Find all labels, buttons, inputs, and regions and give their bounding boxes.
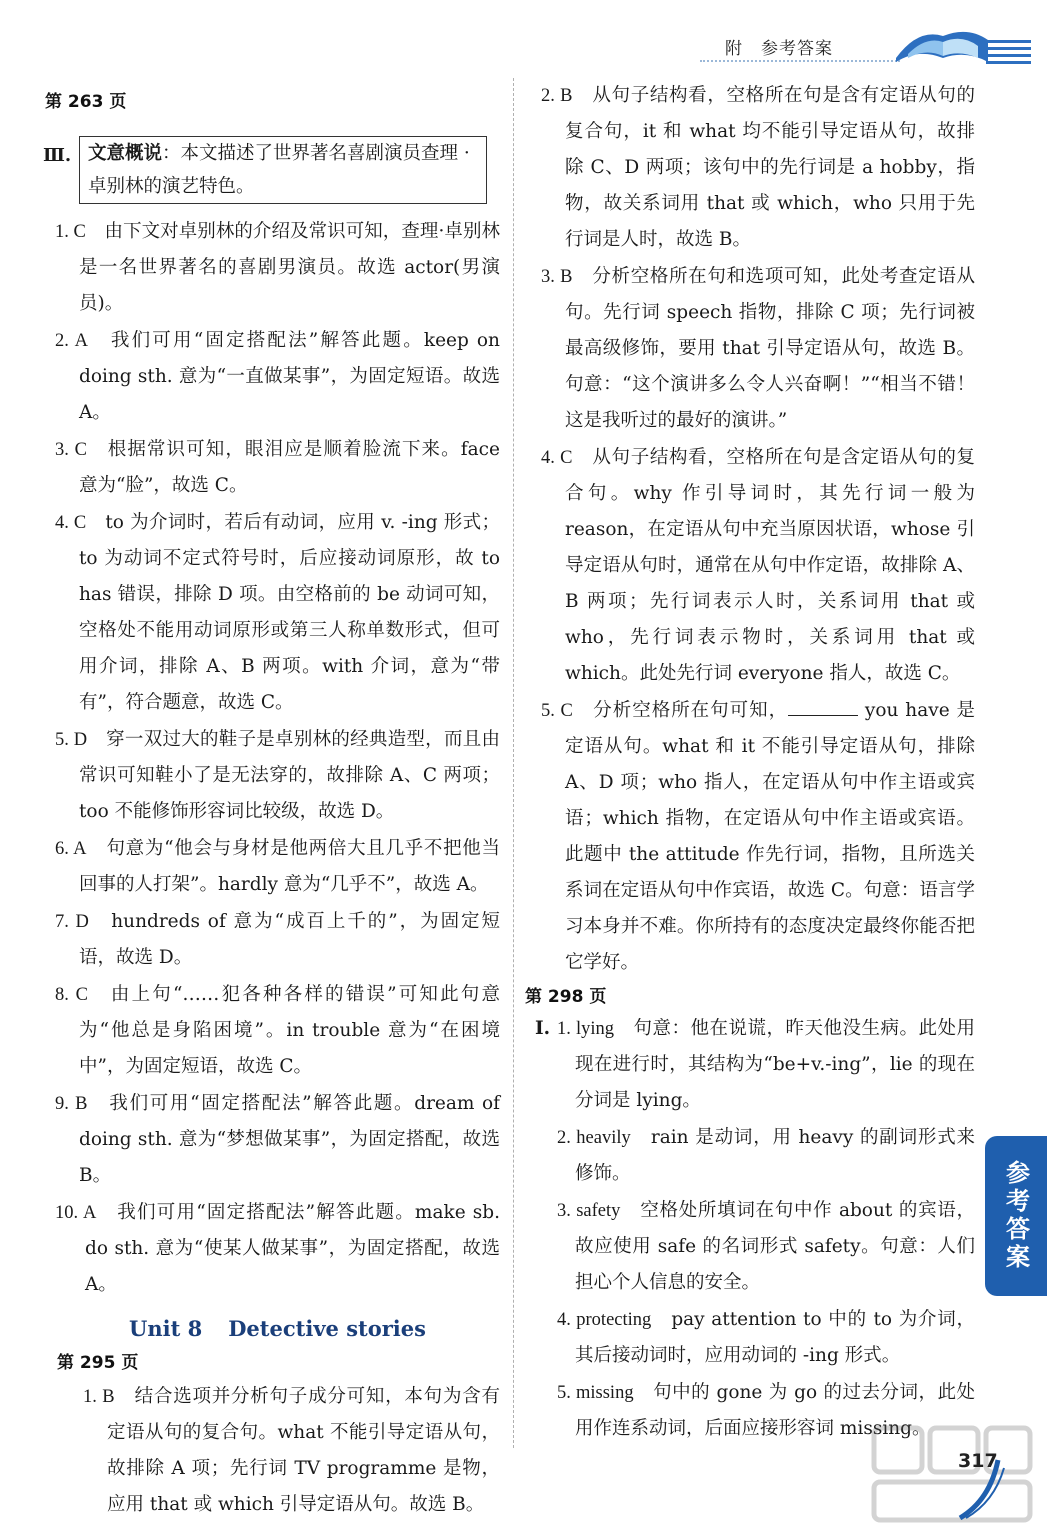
answer-item: 5. D 穿一双过大的鞋子是卓别林的经典造型，而且由常识可知鞋小了是无法穿的，故排除 A、C 两项；too 不能修饰形容词比较级，故选 D。	[55, 729, 500, 822]
section-roman-numeral: Ⅲ.	[43, 145, 72, 166]
running-header: 附 参考答案	[725, 39, 833, 59]
answer-item: 10. A 我们可用“固定搭配法”解答此题。make sb. do sth. 意为“使某人做某事”，为固定搭配，故选 A。	[55, 1202, 500, 1295]
summary-box	[79, 136, 487, 204]
right-column	[525, 78, 975, 1448]
column-divider	[513, 78, 514, 1448]
header-divider	[700, 60, 900, 62]
answer-item: 1. B 结合选项并分析句子成分可知，本句为含有定语从句的复合句。what 不能引导定语从句，故排除 A 项；先行词 TV programme 是物，应用 that 或 which 引导定语从句。故选 B。	[83, 1386, 500, 1515]
answer-blank	[788, 697, 858, 716]
summary-text: ：本文描述了世界著名喜剧演员查理 · 卓别林的演艺特色。	[88, 143, 470, 197]
summary-label: 文意概说	[88, 143, 163, 164]
answer-list-298	[525, 1011, 975, 1447]
left-column	[43, 88, 500, 1524]
answer-item: 1. lying 句意：他在说谎，昨天他没生病。此处用现在进行时，其结构为“be+v.-ing”，lie 的现在分词是 lying。	[557, 1018, 975, 1111]
unit-number: Unit 8	[129, 1316, 203, 1341]
answer-item: 8. C 由上句“……犯各种各样的错误”可知此句意为“他总是身陷困境”。in trouble 意为“在困境中”，为固定短语，故选 C。	[55, 984, 500, 1077]
section-roman-numeral: Ⅰ.	[535, 1018, 551, 1039]
answer-item: 2. A 我们可用“固定搭配法”解答此题。keep on doing sth. 意为“一直做某事”，为固定短语。故选A。	[55, 330, 500, 423]
side-tab-label: 参考答案	[1001, 1160, 1030, 1272]
section-3-summary	[43, 116, 500, 204]
answer-list-263	[55, 214, 500, 1303]
answers-side-tab	[985, 1136, 1047, 1296]
answer-item: 4. C 从句子结构看，空格所在句是含定语从句的复合句。why 作引导词时，其先行词一般为 reason，在定语从句中充当原因状语，whose 引导定语从句时，通常在从句中作定语，故排除 A、B 两项；先行词表示人时，关系词用 that 或 who，先行词表示物时，关系词用 that 或 which。此处先行词 everyone 指人，故选 C。	[541, 447, 975, 684]
answer-item: 6. A 句意为“他会与身材是他两倍大且几乎不把他当回事的人打架”。hardly 意为“几乎不”，故选 A。	[55, 838, 500, 895]
answer-item: 3. C 根据常识可知，眼泪应是顺着脸流下来。face 意为“脸”，故选 C。	[55, 439, 500, 496]
answer-item: 5. C 分析空格所在句可知， you have 是定语从句。what 和 it 不能引导定语从句，排除 A、D 项；who 指人，在定语从句中作主语或宾语；which 指物，在定语从句中作主语或宾语。此题中 the attitude 作先行词，指物，且所选关系词在定语从句中作宾语，故选 C。句意：语言学习本身并不难。你所持有的态度决定最终你能否把它学好。	[525, 693, 975, 981]
answer-item: 2. B 从句子结构看，空格所在句是含有定语从句的复合句，it 和 what 均不能引导定语从句，故排除 C、D 两项；该句中的先行词是 a hobby，指物，故关系词用 that 或 which，who 只用于先行词是人时，故选 B。	[541, 85, 975, 250]
answer-item: 7. D hundreds of 意为“成百上千的”，为固定短语，故选 D。	[55, 911, 500, 968]
page-number: 317	[958, 1450, 998, 1472]
answer-item: 9. B 我们可用“固定搭配法”解答此题。dream of doing sth. 意为“梦想做某事”，为固定搭配，故选 B。	[55, 1093, 500, 1186]
answer-item: 3. safety 空格处所填词在句中作 about 的宾语，故应使用 safe 的名词形式 safety。句意：人们担心个人信息的安全。	[557, 1200, 975, 1293]
unit-heading	[55, 1311, 500, 1347]
answer-item: 4. C to 为介词时，若后有动词，应用 v. -ing 形式；to 为动词不定式符号时，后应接动词原形，故 to has 错误，排除 D 项。由空格前的 be 动词可知，空格处不能用动词原形或第三人称单数形式，但可用介词，排除 A、B 两项。with 介词，意为“带有”，符合题意，故选 C。	[55, 512, 500, 713]
answer-item: 5. missing 句中的 gone 为 go 的过去分词，此处用作连系动词，后面应接形容词 missing。	[557, 1382, 975, 1439]
answer-item: 2. heavily rain 是动词，用 heavy 的副词形式来修饰。	[557, 1127, 975, 1184]
book-logo-icon	[888, 18, 1033, 68]
answer-item: 4. protecting pay attention to 中的 to 为介词，其后接动词时，应用动词的 -ing 形式。	[557, 1309, 975, 1366]
answer-item: 3. B 分析空格所在句和选项可知，此处考查定语从句。先行词 speech 指物，排除 C 项；先行词被最高级修饰，要用 that 引导定语从句，故选 B。句意：“这个演讲多么令人兴奋啊！”“相当不错！这是我听过的最好的演讲。”	[541, 266, 975, 431]
page-label-298: 第 298 页	[525, 987, 607, 1007]
page-label-263: 第 263 页	[45, 92, 127, 112]
unit-title: Detective stories	[228, 1316, 426, 1341]
answer-item: 1. C 由下文对卓别林的介绍及常识可知，查理·卓别林是一名世界著名的喜剧男演员。故选 actor(男演员)。	[55, 221, 500, 314]
page-label-295: 第 295 页	[57, 1353, 139, 1373]
